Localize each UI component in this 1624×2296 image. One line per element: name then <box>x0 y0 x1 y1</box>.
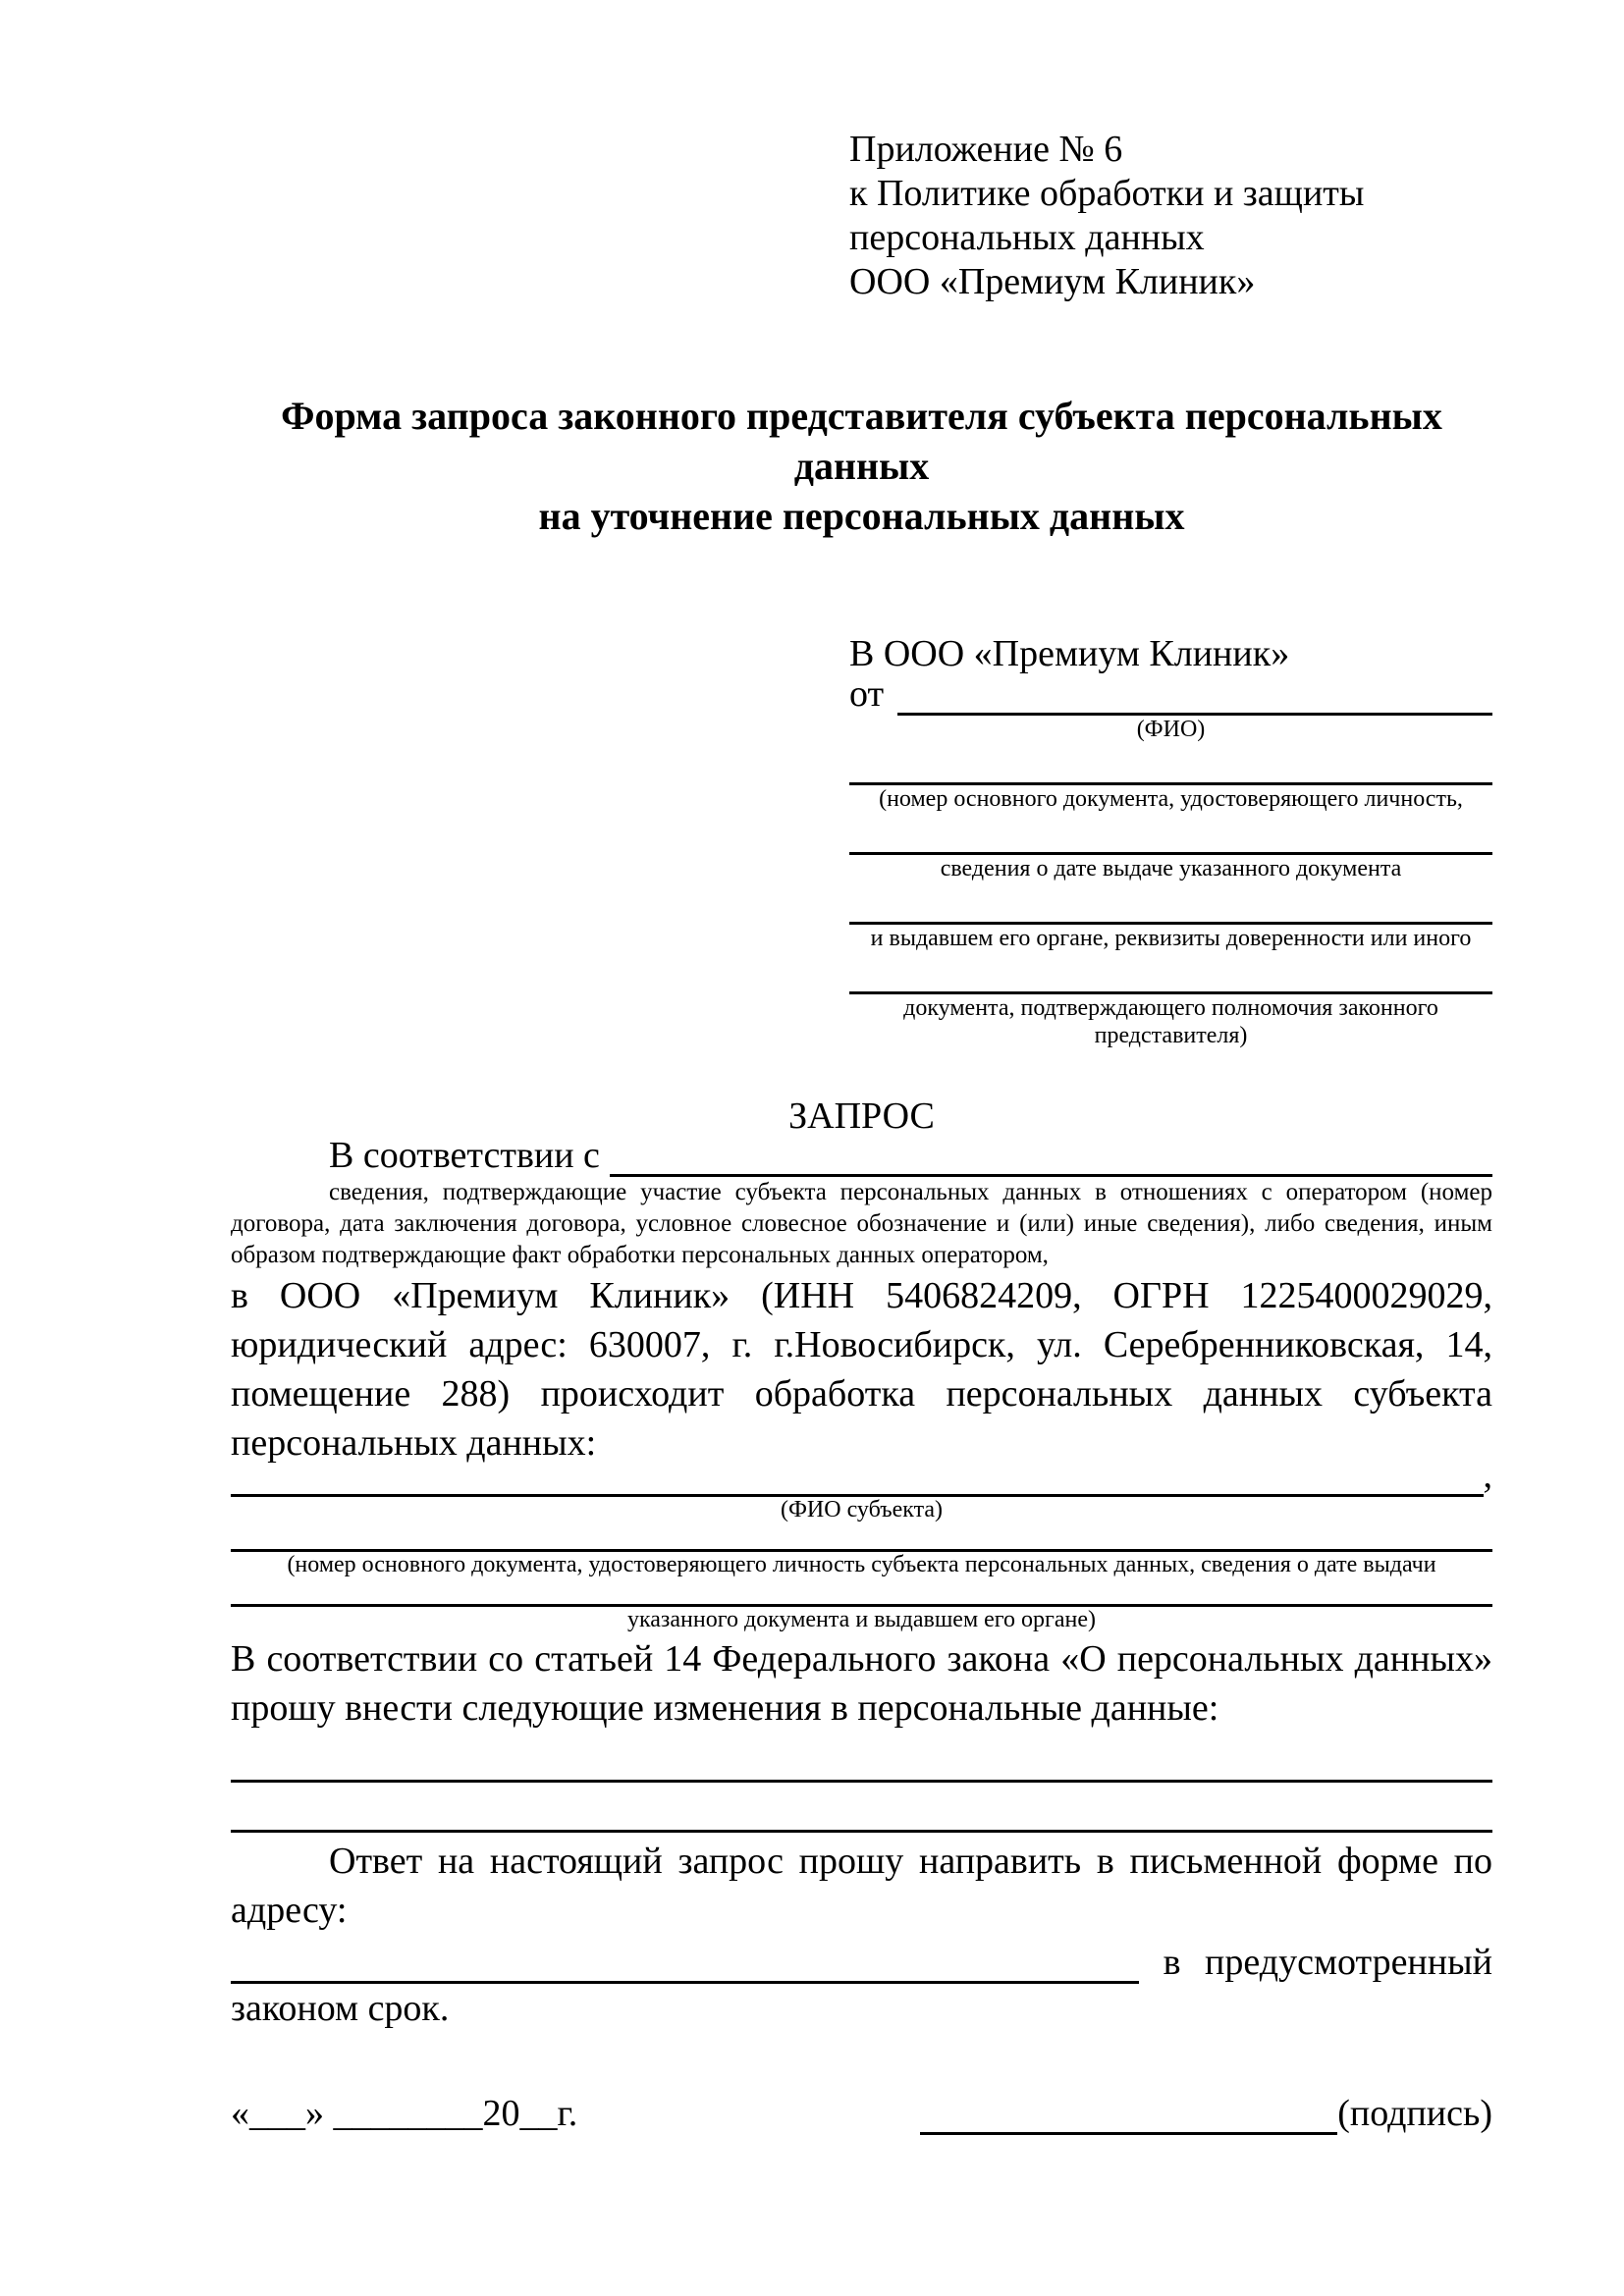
from-row <box>849 673 1492 716</box>
subject-fio-row <box>231 1455 1492 1497</box>
date-template: «___» ________20__г. <box>231 2093 578 2134</box>
appendix-note-line: ООО «Премиум Клиник» <box>849 261 1256 302</box>
blank-line <box>849 813 1492 855</box>
from-label: от <box>849 673 885 715</box>
signature-blank-line <box>920 2132 1337 2135</box>
signature-caption: (подпись) <box>1337 2093 1492 2134</box>
addressee-organization: В ООО «Премиум Клиник» <box>849 633 1290 674</box>
document-title-line: на уточнение персональных данных <box>538 494 1185 538</box>
response-word-term: предусмотренный <box>1205 1942 1492 1983</box>
intro-footnote: сведения, подтверждающие участие субъекта персональных данных в отношениях с оператором (номер договора, дата заключения договора, условное словесное обозначение и (или) иные сведения), либо сведения, иным образом подтверждающие факт обработки персональных данных оператором, <box>231 1179 1492 1268</box>
date-signature-row <box>231 2090 1492 2135</box>
response-line-1: Ответ на настоящий запрос прошу направить в письменной форме по адресу: <box>231 1841 1492 1931</box>
appendix-note <box>849 128 1492 304</box>
blank-line <box>849 743 1492 785</box>
blank-line <box>849 952 1492 994</box>
addressee-block <box>849 631 1492 1049</box>
request-heading: ЗАПРОС <box>788 1095 935 1137</box>
blank-line <box>849 882 1492 925</box>
issue-date-caption: сведения о дате выдаче указанного документа <box>940 856 1402 881</box>
appendix-note-line: к Политике обработки и защиты <box>849 173 1365 214</box>
document-title-line: Форма запроса законного представителя субъекта персональных данных <box>281 394 1442 488</box>
subject-doc-row <box>231 1522 1492 1552</box>
operator-paragraph: в ООО «Премиум Клиник» (ИНН 5406824209, ОГРН 1225400029029, юридический адрес: 630007, г. г.Новосибирск, ул. Серебренниковская, 14, помещение 288) происходит обработка персональных данных субъекта персональных данных: <box>231 1275 1492 1464</box>
intro-prefix: В соответствии с <box>329 1135 600 1176</box>
representative-authority-caption: документа, подтверждающего полномочия законного представителя) <box>903 995 1438 1048</box>
response-line-3: законом срок. <box>231 1988 450 2029</box>
response-line-2 <box>231 1935 1492 1984</box>
subject-doc-caption-1: (номер основного документа, удостоверяющего личность субъекта персональных данных, сведения о дате выдачи <box>287 1552 1436 1577</box>
subject-doc-row-2 <box>231 1577 1492 1607</box>
fio-caption: (ФИО) <box>1136 717 1206 742</box>
response-word-v: в <box>1163 1942 1181 1983</box>
changes-blank-line <box>231 1733 1492 1783</box>
changes-blank-line <box>231 1783 1492 1833</box>
law-paragraph: В соответствии со статьей 14 Федерального закона «О персональных данных» прошу внести следующие изменения в персональные данные: <box>231 1638 1492 1729</box>
document-number-caption: (номер основного документа, удостоверяющего личность, <box>879 786 1463 812</box>
appendix-note-line: Приложение № 6 <box>849 129 1123 170</box>
intro-row <box>231 1135 1492 1177</box>
document-title <box>231 391 1492 541</box>
appendix-note-line: персональных данных <box>849 217 1205 258</box>
subject-fio-caption: (ФИО субъекта) <box>780 1497 944 1522</box>
trailing-comma: , <box>1483 1455 1492 1496</box>
subject-doc-caption-2: указанного документа и выдавшем его органе) <box>626 1607 1097 1632</box>
issuing-authority-caption: и выдавшем его органе, реквизиты доверенности или иного <box>870 926 1472 951</box>
